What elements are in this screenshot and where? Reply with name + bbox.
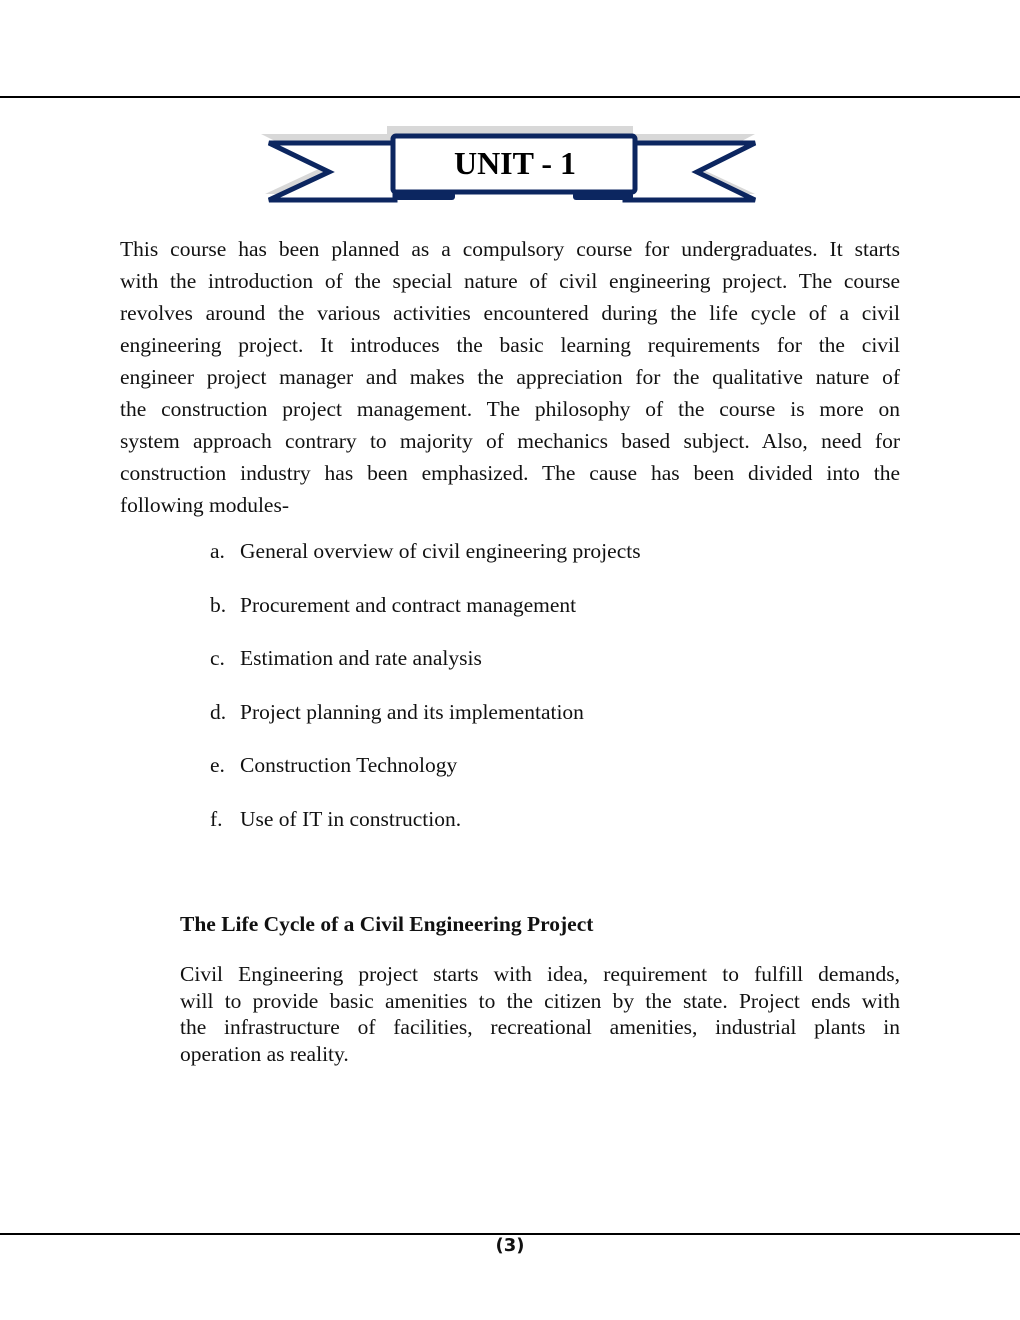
modules-list: [210, 535, 641, 857]
text-line: engineer project manager and makes the appreciation for the qualitative nature of: [120, 365, 900, 389]
list-item-text: Procurement and contract management: [240, 592, 577, 617]
text-line: This course has been planned as a compulsory course for undergraduates. It starts: [120, 237, 900, 261]
list-marker: c.: [210, 646, 225, 671]
text-line: the construction project management. The philosophy of the course is more on: [120, 397, 900, 421]
text-line: the infrastructure of facilities, recreational amenities, industrial plants in: [180, 1015, 900, 1040]
list-item: [210, 589, 641, 643]
list-item: [210, 696, 641, 750]
text-line: engineering project. It introduces the basic learning requirements for the civil: [120, 333, 900, 357]
list-item-text: Estimation and rate analysis: [240, 646, 482, 671]
list-item: [210, 749, 641, 803]
list-marker: d.: [210, 699, 227, 724]
intro-paragraph: [120, 233, 900, 521]
text-line: following modules-: [120, 493, 289, 517]
list-item-text: General overview of civil engineering projects: [240, 539, 641, 563]
list-marker: b.: [210, 592, 227, 617]
list-item: [210, 803, 641, 857]
list-item: [210, 535, 641, 589]
text-line: system approach contrary to majority of mechanics based subject. Also, need for: [120, 429, 900, 453]
list-item-text: Use of IT in construction.: [240, 806, 462, 831]
text-line: revolves around the various activities encountered during the life cycle of a civil: [120, 301, 900, 325]
section-heading: The Life Cycle of a Civil Engineering Project: [180, 912, 594, 936]
list-item: [210, 642, 641, 696]
text-line: Civil Engineering project starts with idea, requirement to fulfill demands,: [180, 962, 900, 986]
list-marker: e.: [210, 753, 225, 778]
list-item-text: Project planning and its implementation: [240, 699, 584, 724]
text-line: construction industry has been emphasized. The cause has been divided into the: [120, 461, 900, 485]
section-paragraph: [180, 961, 900, 1068]
header-rule: [0, 96, 1020, 98]
text-line: will to provide basic amenities to the citizen by the state. Project ends with: [180, 988, 900, 1013]
list-marker: f.: [210, 806, 223, 831]
list-item-text: Construction Technology: [240, 753, 458, 778]
unit-title: UNIT - 1: [453, 145, 577, 181]
text-line: operation as reality.: [180, 1042, 349, 1067]
text-line: with the introduction of the special nature of civil engineering project. The course: [120, 269, 900, 293]
list-marker: a.: [210, 539, 225, 563]
page-number: (3): [495, 1235, 525, 1256]
